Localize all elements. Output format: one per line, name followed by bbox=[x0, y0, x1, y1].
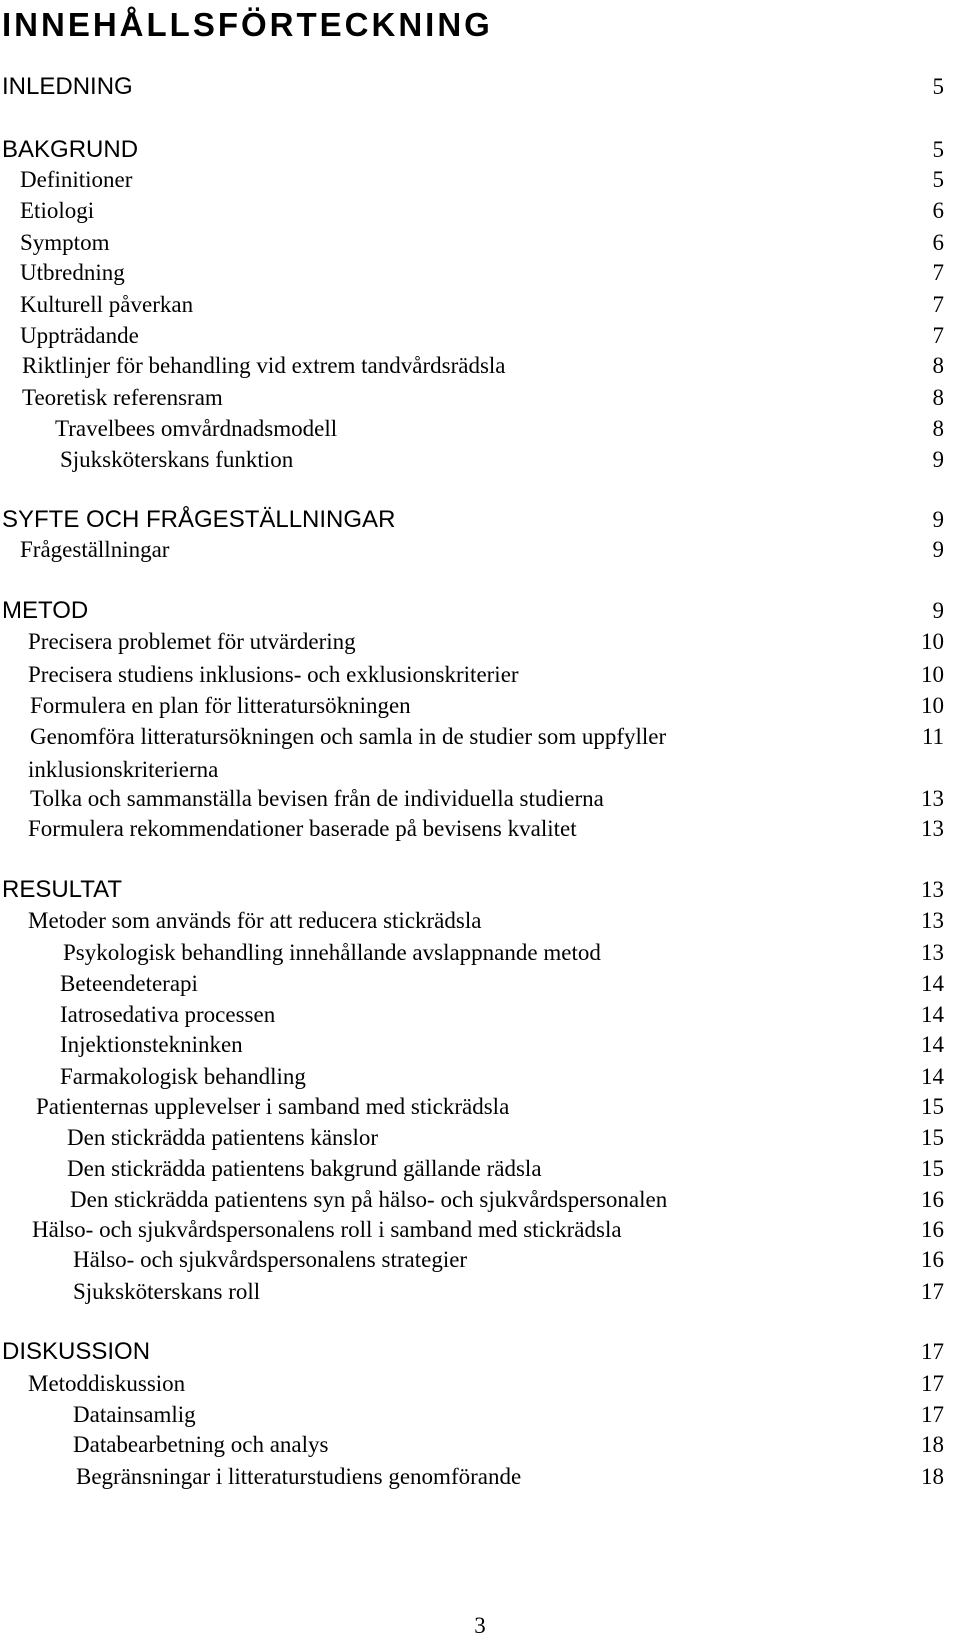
toc-section-label: SYFTE OCH FRÅGESTÄLLNINGAR bbox=[2, 506, 396, 533]
toc-entry-label: Den stickrädda patientens bakgrund gällande rädsla bbox=[67, 1156, 542, 1181]
toc-entry-label: Metoddiskussion bbox=[28, 1371, 186, 1396]
toc-entry-row[interactable] bbox=[0, 906, 960, 938]
toc-page-number: 14 bbox=[921, 1032, 944, 1057]
toc-entry-row[interactable] bbox=[0, 1154, 960, 1186]
toc-page-number: 15 bbox=[921, 1125, 944, 1150]
toc-entry-label: Etiologi bbox=[20, 198, 95, 223]
toc-page-number: 6 bbox=[932, 198, 944, 223]
toc-page-number: 9 bbox=[932, 598, 944, 623]
toc-entry-label: Psykologisk behandling innehållande avslappnande metod bbox=[63, 940, 601, 965]
toc-entry-label: Sjuksköterskans funktion bbox=[60, 447, 294, 472]
page-number: 3 bbox=[474, 1613, 486, 1638]
toc-entry-row[interactable] bbox=[0, 660, 960, 692]
toc-entry-row[interactable] bbox=[0, 969, 960, 1001]
toc-page-number: 16 bbox=[921, 1187, 944, 1212]
toc-page-number: 9 bbox=[932, 507, 944, 532]
toc-page-number: 17 bbox=[921, 1371, 944, 1396]
toc-entry-row[interactable] bbox=[0, 1277, 960, 1309]
toc-page-number: 13 bbox=[921, 940, 944, 965]
toc-entry-row[interactable] bbox=[0, 1215, 960, 1247]
toc-section-row[interactable] bbox=[0, 1337, 960, 1369]
toc-entry-label: Sjuksköterskans roll bbox=[73, 1279, 261, 1304]
toc-entry-row[interactable] bbox=[0, 535, 960, 567]
toc-entry-label: Symptom bbox=[20, 230, 110, 255]
toc-section-label: DISKUSSION bbox=[2, 1338, 151, 1365]
toc-entry-row[interactable] bbox=[0, 1185, 960, 1217]
toc-entry-label-continuation: inklusionskriterierna bbox=[28, 757, 219, 782]
toc-entry-row[interactable] bbox=[0, 722, 960, 754]
toc-page-number: 17 bbox=[921, 1402, 944, 1427]
toc-page-number: 13 bbox=[921, 877, 944, 902]
toc-page-number: 10 bbox=[921, 693, 944, 718]
toc-page-number: 5 bbox=[932, 137, 944, 162]
toc-page-number: 13 bbox=[921, 908, 944, 933]
toc-section-label: RESULTAT bbox=[2, 876, 123, 903]
toc-entry-row[interactable] bbox=[0, 383, 960, 415]
toc-entry-label: Databearbetning och analys bbox=[73, 1432, 329, 1457]
toc-page-number: 9 bbox=[932, 537, 944, 562]
toc-page-number: 7 bbox=[932, 260, 944, 285]
toc-page-number: 16 bbox=[921, 1247, 944, 1272]
toc-entry-row[interactable] bbox=[0, 258, 960, 290]
toc-page-number: 6 bbox=[932, 230, 944, 255]
toc-page-number: 8 bbox=[932, 416, 944, 441]
toc-entry-row[interactable] bbox=[0, 1000, 960, 1032]
toc-entry-label: Riktlinjer för behandling vid extrem tandvårdsrädsla bbox=[22, 353, 506, 378]
toc-section-row[interactable] bbox=[0, 596, 960, 628]
toc-entry-row[interactable] bbox=[0, 1030, 960, 1062]
toc-entry-label: Precisera studiens inklusions- och exklusionskriterier bbox=[28, 662, 519, 687]
toc-entry-label: Utbredning bbox=[20, 260, 125, 285]
toc-page-number: 5 bbox=[932, 74, 944, 99]
toc-section-label: METOD bbox=[2, 597, 89, 624]
toc-entry-label: Tolka och sammanställa bevisen från de individuella studierna bbox=[30, 786, 604, 811]
toc-entry-row[interactable] bbox=[0, 196, 960, 228]
toc-entry-row[interactable] bbox=[0, 1430, 960, 1462]
toc-entry-label: Metoder som används för att reducera stickrädsla bbox=[28, 908, 482, 933]
toc-entry-label: Definitioner bbox=[20, 167, 133, 192]
toc-entry-row[interactable] bbox=[0, 1462, 960, 1494]
toc-entry-row[interactable] bbox=[0, 784, 960, 816]
toc-entry-label: Begränsningar i litteraturstudiens genomförande bbox=[76, 1464, 522, 1489]
toc-entry-row[interactable] bbox=[0, 938, 960, 970]
toc-section-row[interactable] bbox=[0, 72, 960, 104]
toc-entry-label: Genomföra litteratursökningen och samla in de studier som uppfyller bbox=[30, 724, 667, 749]
toc-entry-row[interactable] bbox=[0, 1123, 960, 1155]
toc-entry-row[interactable] bbox=[0, 351, 960, 383]
toc-page-number: 7 bbox=[932, 323, 944, 348]
toc-entry-label: Frågeställningar bbox=[20, 537, 170, 562]
toc-entry-row[interactable] bbox=[0, 321, 960, 353]
toc-page-number: 13 bbox=[921, 786, 944, 811]
toc-page-number: 8 bbox=[932, 385, 944, 410]
toc-entry-label: Beteendeterapi bbox=[60, 971, 198, 996]
toc-entry-label: Formulera en plan för litteratursökningen bbox=[30, 693, 411, 718]
toc-entry-row[interactable] bbox=[0, 445, 960, 477]
toc-page-number: 14 bbox=[921, 1002, 944, 1027]
toc-page-number: 8 bbox=[932, 353, 944, 378]
toc-page-number: 13 bbox=[921, 816, 944, 841]
toc-entry-row[interactable] bbox=[0, 1245, 960, 1277]
toc-page-number: 15 bbox=[921, 1156, 944, 1181]
toc-entry-row[interactable] bbox=[0, 414, 960, 446]
toc-entry-label: Kulturell påverkan bbox=[20, 292, 194, 317]
toc-entry-label: Den stickrädda patientens syn på hälso- och sjukvårdspersonalen bbox=[70, 1187, 668, 1212]
toc-page-number: 10 bbox=[921, 629, 944, 654]
toc-entry-row[interactable] bbox=[0, 691, 960, 723]
toc-entry-row[interactable] bbox=[0, 1400, 960, 1432]
toc-entry-row[interactable] bbox=[0, 1062, 960, 1094]
toc-section-label: BAKGRUND bbox=[2, 136, 139, 163]
toc-section-row[interactable] bbox=[0, 505, 960, 537]
toc-entry-label: Formulera rekommendationer baserade på bevisens kvalitet bbox=[28, 816, 577, 841]
toc-page-number: 9 bbox=[932, 447, 944, 472]
toc-entry-label: Injektionstekninken bbox=[60, 1032, 243, 1057]
toc-page-number: 5 bbox=[932, 167, 944, 192]
toc-page-number: 17 bbox=[921, 1339, 944, 1364]
toc-entry-label: Farmakologisk behandling bbox=[60, 1064, 306, 1089]
toc-entry-label: Iatrosedativa processen bbox=[60, 1002, 276, 1027]
toc-entry-label: Datainsamlig bbox=[73, 1402, 196, 1427]
toc-entry-row[interactable] bbox=[0, 290, 960, 322]
toc-entry-label: Travelbees omvårdnadsmodell bbox=[55, 416, 338, 441]
toc-page-number: 14 bbox=[921, 1064, 944, 1089]
toc-page-number: 7 bbox=[932, 292, 944, 317]
toc-entry-label: Hälso- och sjukvårdspersonalens strategier bbox=[73, 1247, 468, 1272]
toc-entry-row[interactable] bbox=[0, 228, 960, 260]
toc-entry-row[interactable] bbox=[0, 1092, 960, 1124]
toc-page-number: 17 bbox=[921, 1279, 944, 1304]
toc-entry-label: Den stickrädda patientens känslor bbox=[67, 1125, 379, 1150]
toc-entry-row[interactable] bbox=[0, 627, 960, 659]
toc-section-label: INLEDNING bbox=[2, 73, 133, 100]
toc-section-row[interactable] bbox=[0, 875, 960, 907]
toc-entry-label: Uppträdande bbox=[20, 323, 139, 348]
toc-entry-row[interactable] bbox=[0, 814, 960, 846]
toc-title: INNEHÅLLSFÖRTECKNING bbox=[2, 6, 493, 43]
toc-entry-label: Precisera problemet för utvärdering bbox=[28, 629, 356, 654]
toc-page-number: 15 bbox=[921, 1094, 944, 1119]
toc-page-number: 18 bbox=[921, 1432, 944, 1457]
toc-page-number: 14 bbox=[921, 971, 944, 996]
toc-entry-label: Patienternas upplevelser i samband med stickrädsla bbox=[36, 1094, 510, 1119]
toc-entry-row[interactable] bbox=[0, 1369, 960, 1401]
toc-page-number: 10 bbox=[921, 662, 944, 687]
toc-page-number: 18 bbox=[921, 1464, 944, 1489]
toc-page-number: 16 bbox=[921, 1217, 944, 1242]
toc-entry-row[interactable] bbox=[0, 165, 960, 197]
toc-entry-label: Hälso- och sjukvårdspersonalens roll i samband med stickrädsla bbox=[32, 1217, 622, 1242]
toc-section-row[interactable] bbox=[0, 135, 960, 167]
toc-page-number: 11 bbox=[921, 724, 944, 749]
toc-entry-label: Teoretisk referensram bbox=[22, 385, 223, 410]
